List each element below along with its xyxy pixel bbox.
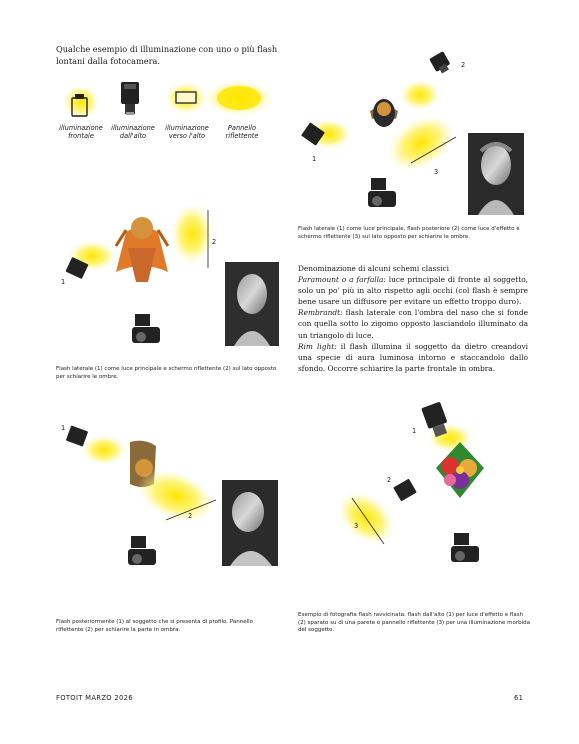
legend-label-upward: illuminazione verso l'alto [165, 124, 209, 140]
diagram-b-label-1: 1 [312, 155, 317, 163]
top-flash-icon [421, 402, 451, 439]
back-flash-icon [429, 51, 452, 75]
bust-photo-b [468, 133, 524, 215]
article-heading: Denominazione di alcuni schemi classici [298, 264, 449, 273]
diagram-closeup-flash [298, 398, 530, 580]
term-paramount: Paramount o a farfalla: [298, 275, 386, 285]
rembrandt-text: flash laterale con l'ombra del naso che si fonde con quella sotto lo zigomo opposto lasciandolo illuminato da un triangolo di luce. [298, 308, 528, 340]
rim-light-glow [82, 435, 126, 465]
diagram-b-label-3: 3 [434, 168, 439, 176]
diagram-c-label-2: 2 [188, 512, 193, 520]
article-paragraph-rim-light [298, 341, 528, 374]
subject-top-view [116, 217, 168, 282]
lighting-legend [55, 78, 285, 122]
page-number: 61 [514, 694, 524, 702]
back-flash-glow [400, 80, 440, 110]
lighting-schemes-article [298, 263, 528, 374]
legend-label-top: illuminazione dall'alto [111, 124, 155, 140]
article-paragraph-rembrandt [298, 307, 528, 340]
paramount-text: luce principale di fronte al soggetto, solo un po' più in alto rispetto agli occhi (col flash è sempre bene usare un diffusore per evitare un effetto troppo duro). [298, 275, 528, 307]
reflector-glow [171, 206, 213, 264]
diagram-c-label-1: 1 [61, 424, 66, 432]
frontal-light-icon [63, 85, 99, 119]
rim-light-text: il flash illumina il soggetto da dietro creandovi una specie di aura luminosa intorno e staccandolo dallo sfondo. Occorre schiarire la parte frontale in ombra. [298, 341, 529, 373]
diagram-a-label-2: 2 [212, 238, 217, 246]
diagram-b-caption: Flash laterale (1) come luce principale, flash posteriore (2) come luce d'effetto e schermo riflettente (3) sul lato opposto per schiarire le ombre. [298, 226, 520, 240]
diagram-rim-profile [56, 412, 282, 612]
diagram-c-caption: Flash posteriormente (1) al soggetto che si presenta di profilo. Pannello riflettente (2) per schiarire la parte in ombra. [56, 619, 254, 633]
bust-photo-c [222, 480, 278, 566]
diagram-a-label-1: 1 [61, 278, 66, 286]
intro-text: Qualche esempio di illuminazione con uno o più flash lontani dalla fotocamera. [56, 44, 278, 66]
diagram-key-reflector [56, 206, 280, 366]
diagram-a-caption: Flash laterale (1) come luce principale e schermo riflettente (2) sul lato opposto per schiarire le ombre. [56, 366, 277, 380]
diagram-d-caption: Esempio di fotografia flash ravvicinata: flash dall'alto (1) per luce d'effetto e flash (2) sparato su di una parete o pannello riflettente (3) per una illuminazione morbida del soggetto. [298, 612, 530, 633]
term-rim-light: Rim light: [298, 341, 337, 351]
camera-icon [451, 533, 479, 562]
diagram-d-label-1: 1 [412, 427, 417, 435]
diagram-d-label-2: 2 [387, 476, 392, 484]
camera-icon [132, 314, 160, 343]
article-paragraph-paramount [298, 274, 528, 307]
diagram-d-label-3: 3 [354, 522, 359, 530]
legend-label-frontal: illuminazione frontale [59, 124, 103, 140]
term-rembrandt: Rembrandt: [298, 308, 343, 318]
top-flash-icon [121, 82, 139, 115]
magazine-issue: FOTOIT MARZO 2026 [56, 694, 133, 702]
diagram-three-lights [296, 45, 528, 220]
side-flash-icon [393, 479, 417, 502]
camera-icon [368, 178, 396, 207]
subject-top-view [370, 99, 398, 127]
upward-light-icon [165, 82, 207, 114]
camera-icon [128, 536, 156, 565]
legend-label-reflector: Pannello riflettente [225, 124, 259, 140]
diagram-b-label-2: 2 [461, 61, 466, 69]
bust-photo-a [225, 262, 279, 346]
reflector-panel-icon [205, 80, 273, 116]
